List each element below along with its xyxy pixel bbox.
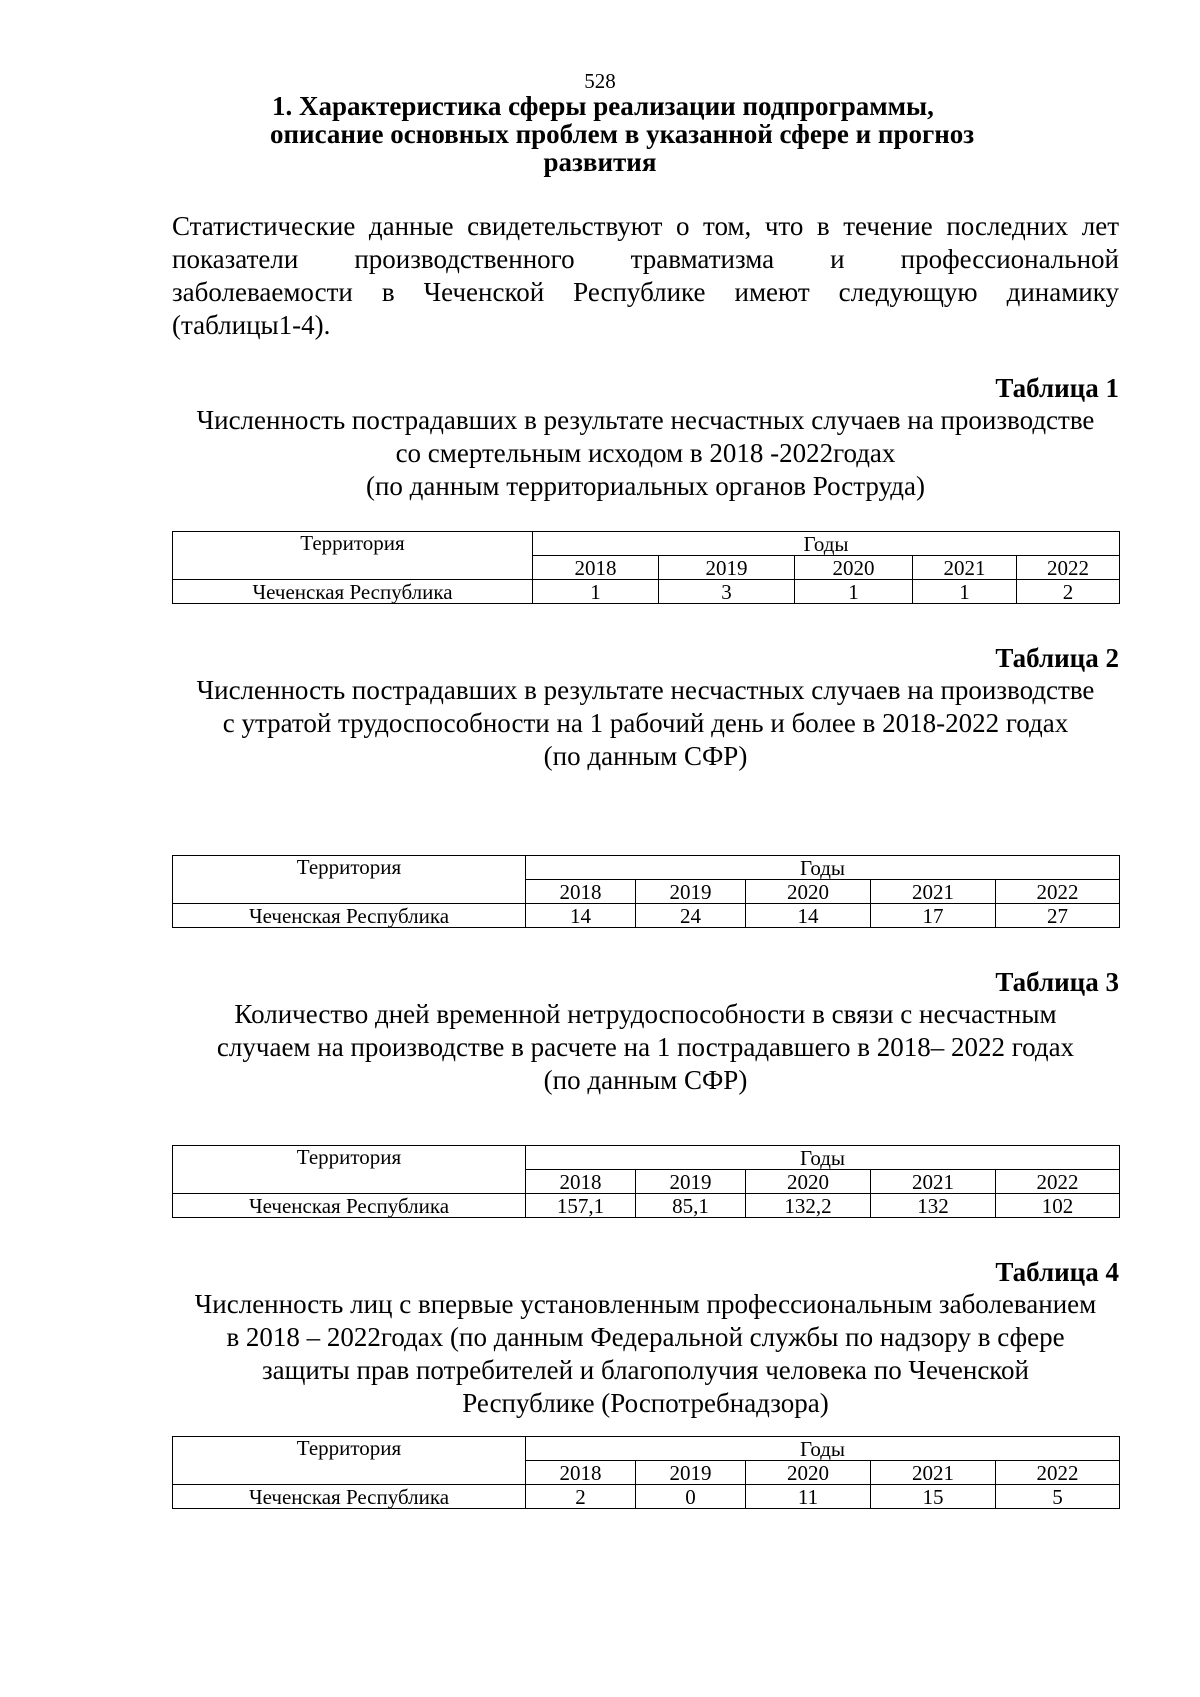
table-cell: 14 [746, 904, 871, 928]
year-header: 2018 [526, 880, 636, 904]
table-2-caption [172, 674, 1119, 773]
year-header: 2019 [636, 1170, 746, 1194]
heading-line-3: развития [543, 147, 657, 177]
table-cell: 27 [996, 904, 1120, 928]
table-row [173, 1194, 1120, 1218]
table-cell: 102 [996, 1194, 1120, 1218]
year-header: 2021 [871, 1461, 996, 1485]
year-header: 2021 [913, 556, 1017, 580]
table-1-label: Таблица 1 [995, 373, 1119, 403]
territory-header: Территория [173, 1146, 526, 1194]
table-1-caption [172, 404, 1119, 503]
table-cell: 5 [996, 1485, 1120, 1509]
intro-line-2: показатели производственного травматизма и профессиональной [172, 244, 1119, 274]
table-cell: 85,1 [636, 1194, 746, 1218]
table-2-caption-line: с утратой трудоспособности на 1 рабочий день и более в 2018-2022 годах [222, 708, 1069, 738]
table-1 [172, 531, 1120, 604]
table-row [173, 1485, 1120, 1509]
years-header: Годы [526, 1437, 1120, 1461]
year-header: 2018 [533, 556, 659, 580]
intro-line-1: Статистические данные свидетельствуют о том, что в течение последних лет [172, 211, 1119, 241]
table-1-caption-line: со смертельным исходом в 2018 -2022годах [395, 438, 896, 468]
table-4 [172, 1436, 1120, 1509]
table-cell: 3 [659, 580, 795, 604]
year-header: 2019 [636, 880, 746, 904]
table-cell: 15 [871, 1485, 996, 1509]
table-2 [172, 855, 1120, 928]
table-3-caption [172, 998, 1119, 1097]
year-header: 2020 [746, 1170, 871, 1194]
year-header: 2021 [871, 880, 996, 904]
territory-header: Территория [173, 532, 533, 580]
intro-line-3: заболеваемости в Чеченской Республике имеют следующую динамику [172, 277, 1119, 307]
table-cell: 17 [871, 904, 996, 928]
table-cell: 2 [1017, 580, 1120, 604]
table-4-caption-line: защиты прав потребителей и благополучия человека по Чеченской [261, 1355, 1030, 1385]
table-2-label: Таблица 2 [995, 643, 1119, 673]
table-4-caption-line: Республике (Роспотребнадзора) [462, 1388, 829, 1418]
table-3-label: Таблица 3 [995, 967, 1119, 997]
year-header: 2020 [746, 1461, 871, 1485]
row-label: Чеченская Республика [173, 580, 533, 604]
table-1-caption-line: Численность пострадавших в результате несчастных случаев на производстве [196, 405, 1095, 435]
row-label: Чеченская Республика [173, 904, 526, 928]
table-cell: 157,1 [526, 1194, 636, 1218]
table-3-caption-line: случаем на производстве в расчете на 1 пострадавшего в 2018– 2022 годах [216, 1032, 1075, 1062]
table-2-caption-line: Численность пострадавших в результате несчастных случаев на производстве [196, 675, 1095, 705]
year-header: 2019 [636, 1461, 746, 1485]
years-header: Годы [526, 1146, 1120, 1170]
table-cell: 1 [795, 580, 913, 604]
row-label: Чеченская Республика [173, 1485, 526, 1509]
heading-line-1: 1. Характеристика сферы реализации подпрограммы, [272, 91, 934, 121]
table-4-caption-line: Численность лиц с впервые установленным профессиональным заболеванием [194, 1289, 1097, 1319]
year-header: 2019 [659, 556, 795, 580]
years-header: Годы [526, 856, 1120, 880]
table-4-caption-line: в 2018 – 2022годах (по данным Федеральной службы по надзору в сфере [226, 1322, 1065, 1352]
year-header: 2018 [526, 1170, 636, 1194]
table-cell: 0 [636, 1485, 746, 1509]
page-number: 528 [584, 69, 616, 93]
year-header: 2020 [795, 556, 913, 580]
year-header: 2022 [996, 880, 1120, 904]
year-header: 2022 [996, 1170, 1120, 1194]
territory-header: Территория [173, 856, 526, 904]
year-header: 2020 [746, 880, 871, 904]
table-cell: 132 [871, 1194, 996, 1218]
table-cell: 1 [913, 580, 1017, 604]
section-heading [272, 92, 1096, 176]
table-4-caption [172, 1288, 1119, 1420]
year-header: 2022 [996, 1461, 1120, 1485]
year-header: 2018 [526, 1461, 636, 1485]
intro-paragraph [172, 210, 1119, 342]
intro-line-4: (таблицы1-4). [172, 310, 331, 340]
table-3-caption-line: (по данным СФР) [543, 1065, 748, 1095]
table-3 [172, 1145, 1120, 1218]
row-label: Чеченская Республика [173, 1194, 526, 1218]
table-cell: 14 [526, 904, 636, 928]
table-row [173, 904, 1120, 928]
table-2-caption-line: (по данным СФР) [543, 741, 748, 771]
table-1-caption-line: (по данным территориальных органов Роструда) [365, 471, 926, 501]
table-cell: 11 [746, 1485, 871, 1509]
heading-line-2: описание основных проблем в указанной сфере и прогноз [270, 119, 975, 149]
years-header: Годы [533, 532, 1120, 556]
table-4-label: Таблица 4 [995, 1257, 1119, 1287]
table-cell: 24 [636, 904, 746, 928]
table-3-caption-line: Количество дней временной нетрудоспособности в связи с несчастным [234, 999, 1057, 1029]
table-row [173, 580, 1120, 604]
territory-header: Территория [173, 1437, 526, 1485]
table-cell: 2 [526, 1485, 636, 1509]
year-header: 2022 [1017, 556, 1120, 580]
table-cell: 1 [533, 580, 659, 604]
year-header: 2021 [871, 1170, 996, 1194]
table-cell: 132,2 [746, 1194, 871, 1218]
